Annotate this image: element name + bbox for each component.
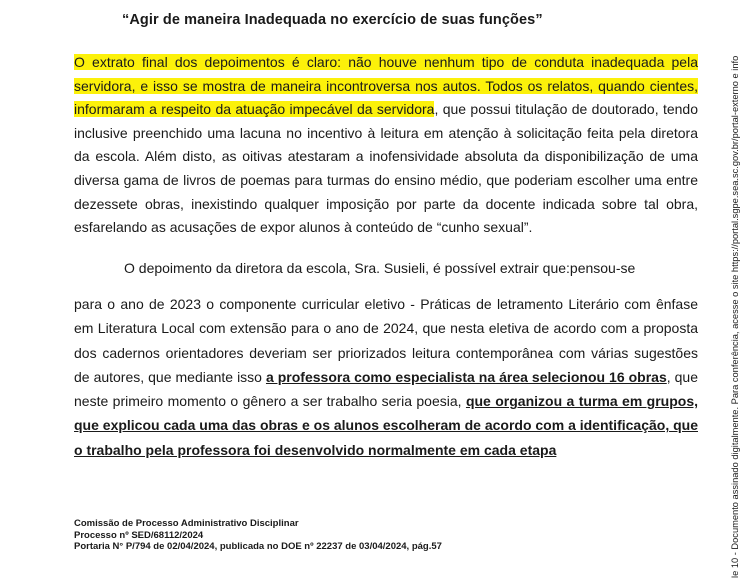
quote-underlined-2: que organizou a turma em grupos, que explicou cada uma das obras e os alunos escolheram de acordo com a identificação, que o trabalho pela professora foi desenvolvido normalmente em cada etapa: [74, 393, 699, 458]
paragraph-depoimentos: [74, 51, 698, 240]
quote-text-2: , que neste primeiro momento o gênero a ser trabalho seria poesia,: [74, 368, 698, 410]
highlighted-text: O extrato final dos depoimentos é claro: não houve nenhum tipo de conduta inadequada pela servidora, e isso se mostra de maneira incontroversa nos autos. Todos os relatos, quando cientes, informaram a respeito da atuação impecável da servidora: [74, 54, 698, 118]
digital-signature-note: le 10 - Documento assinado digitalmente. Para conferência, acesse o site https://portal.sgpe.sea.sc.gov.br/portal-externo e info: [730, 55, 740, 578]
footer-line-commission: Comissão de Processo Administrativo Disciplinar: [74, 518, 299, 529]
quote-text-1: para o ano de 2023 o componente curricular eletivo - Práticas de letramento Literário com ênfase em Literatura Local com extensão para o ano de 2024, que nesta eletiva de acordo com a proposta dos cadernos orientadores deveriam ser priorizados leitura contemporânea com várias sugestões de autores, que mediante isso: [74, 296, 698, 385]
footer-line-portaria: Portaria N° P/794 de 02/04/2024, publicada no DOE nº 22237 de 03/04/2024, pág.57: [74, 541, 442, 552]
quoted-testimony: [74, 292, 698, 462]
paragraph-diretora: O depoimento da diretora da escola, Sra. Susieli, é possível extrair que:pensou-se: [124, 260, 636, 276]
quote-underlined-1: a professora como especialista na área selecionou 16 obras: [265, 368, 667, 385]
footer-line-process: Processo nº SED/68112/2024: [74, 529, 204, 541]
section-heading: “Agir de maneira Inadequada no exercício de suas funções”: [122, 12, 543, 28]
document-footer: [74, 518, 442, 553]
paragraph-text: , que possui titulação de doutorado, tendo inclusive preenchido uma lacuna no incentivo à leitura em atenção à solicitação feita pela diretora da escola. Além disto, as oitivas atestaram a inofensividade absoluta da disponibilização de uma diversa gama de livros de poemas para turmas do ensino médio, que poderiam escolher uma entre dezessete obras, inexistindo qualquer imposição por parte da docente indicada sobre tal obra, esfarelando as acusações de expor alunos à conteúdo de “cunho sexual”.: [74, 101, 699, 236]
